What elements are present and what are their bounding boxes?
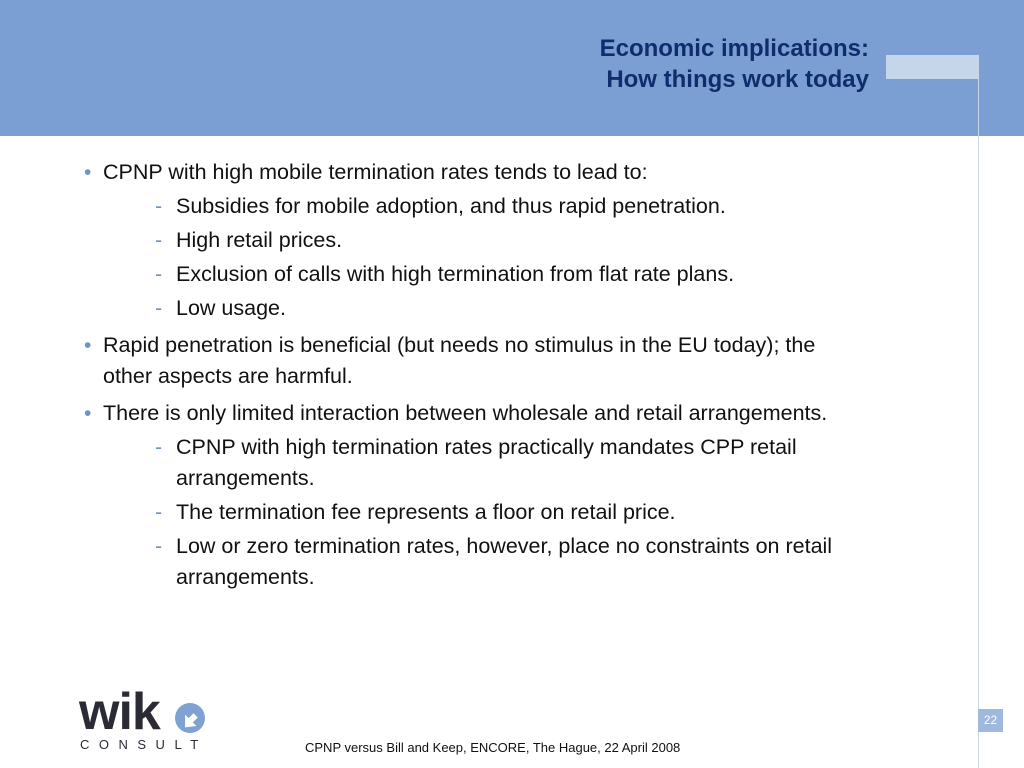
sub-bullet-item [103,225,864,256]
sub-bullet-item [103,293,864,324]
sub-bullet-text: Subsidies for mobile adoption, and thus rapid penetration. [176,194,726,218]
wik-arrow-globe-icon [173,701,207,735]
sub-bullet-text: Low usage. [176,296,286,320]
sub-bullet-item [103,531,864,593]
slide-content [84,157,864,599]
bullet-dot-icon: • [84,161,92,184]
sub-bullet-item [103,432,864,494]
bullet-text: Rapid penetration is beneficial (but needs no stimulus in the EU today); the other aspects are harmful. [103,333,816,388]
sub-bullet-text: CPNP with high termination rates practically mandates CPP retail arrangements. [176,435,797,490]
logo-wordmark: wik [79,683,160,741]
header-accent-bar [886,55,978,79]
wik-consult-logo [79,683,219,756]
sub-bullet-item [103,497,864,528]
slide-title-line-1: Economic implications: [599,35,869,62]
bullet-item [84,330,864,392]
slide-title [269,33,869,95]
dash-icon: - [155,262,163,286]
sub-bullet-text: High retail prices. [176,228,343,252]
dash-icon: - [155,296,163,320]
dash-icon: - [155,435,163,459]
sub-bullet-text: Low or zero termination rates, however, place no constraints on retail arrangements. [176,534,833,589]
bullet-dot-icon: • [84,334,92,357]
logo-tagline: CONSULT [80,737,208,752]
sub-bullet-item [103,259,864,290]
dash-icon: - [155,194,163,218]
dash-icon: - [155,534,163,558]
sub-bullet-item [103,191,864,222]
bullet-item [84,157,864,324]
dash-icon: - [155,500,163,524]
slide-title-line-2: How things work today [606,66,869,93]
right-rule-line [978,55,979,768]
bullet-item [84,398,864,593]
page-number-badge: 22 [978,709,1003,732]
footer-caption: CPNP versus Bill and Keep, ENCORE, The Hague, 22 April 2008 [305,740,681,755]
bullet-text: There is only limited interaction between wholesale and retail arrangements. [103,401,828,425]
sub-bullet-text: Exclusion of calls with high termination from flat rate plans. [176,262,735,286]
sub-bullet-text: The termination fee represents a floor on retail price. [176,500,676,524]
bullet-text: CPNP with high mobile termination rates tends to lead to: [103,160,648,184]
bullet-dot-icon: • [84,402,92,425]
dash-icon: - [155,228,163,252]
